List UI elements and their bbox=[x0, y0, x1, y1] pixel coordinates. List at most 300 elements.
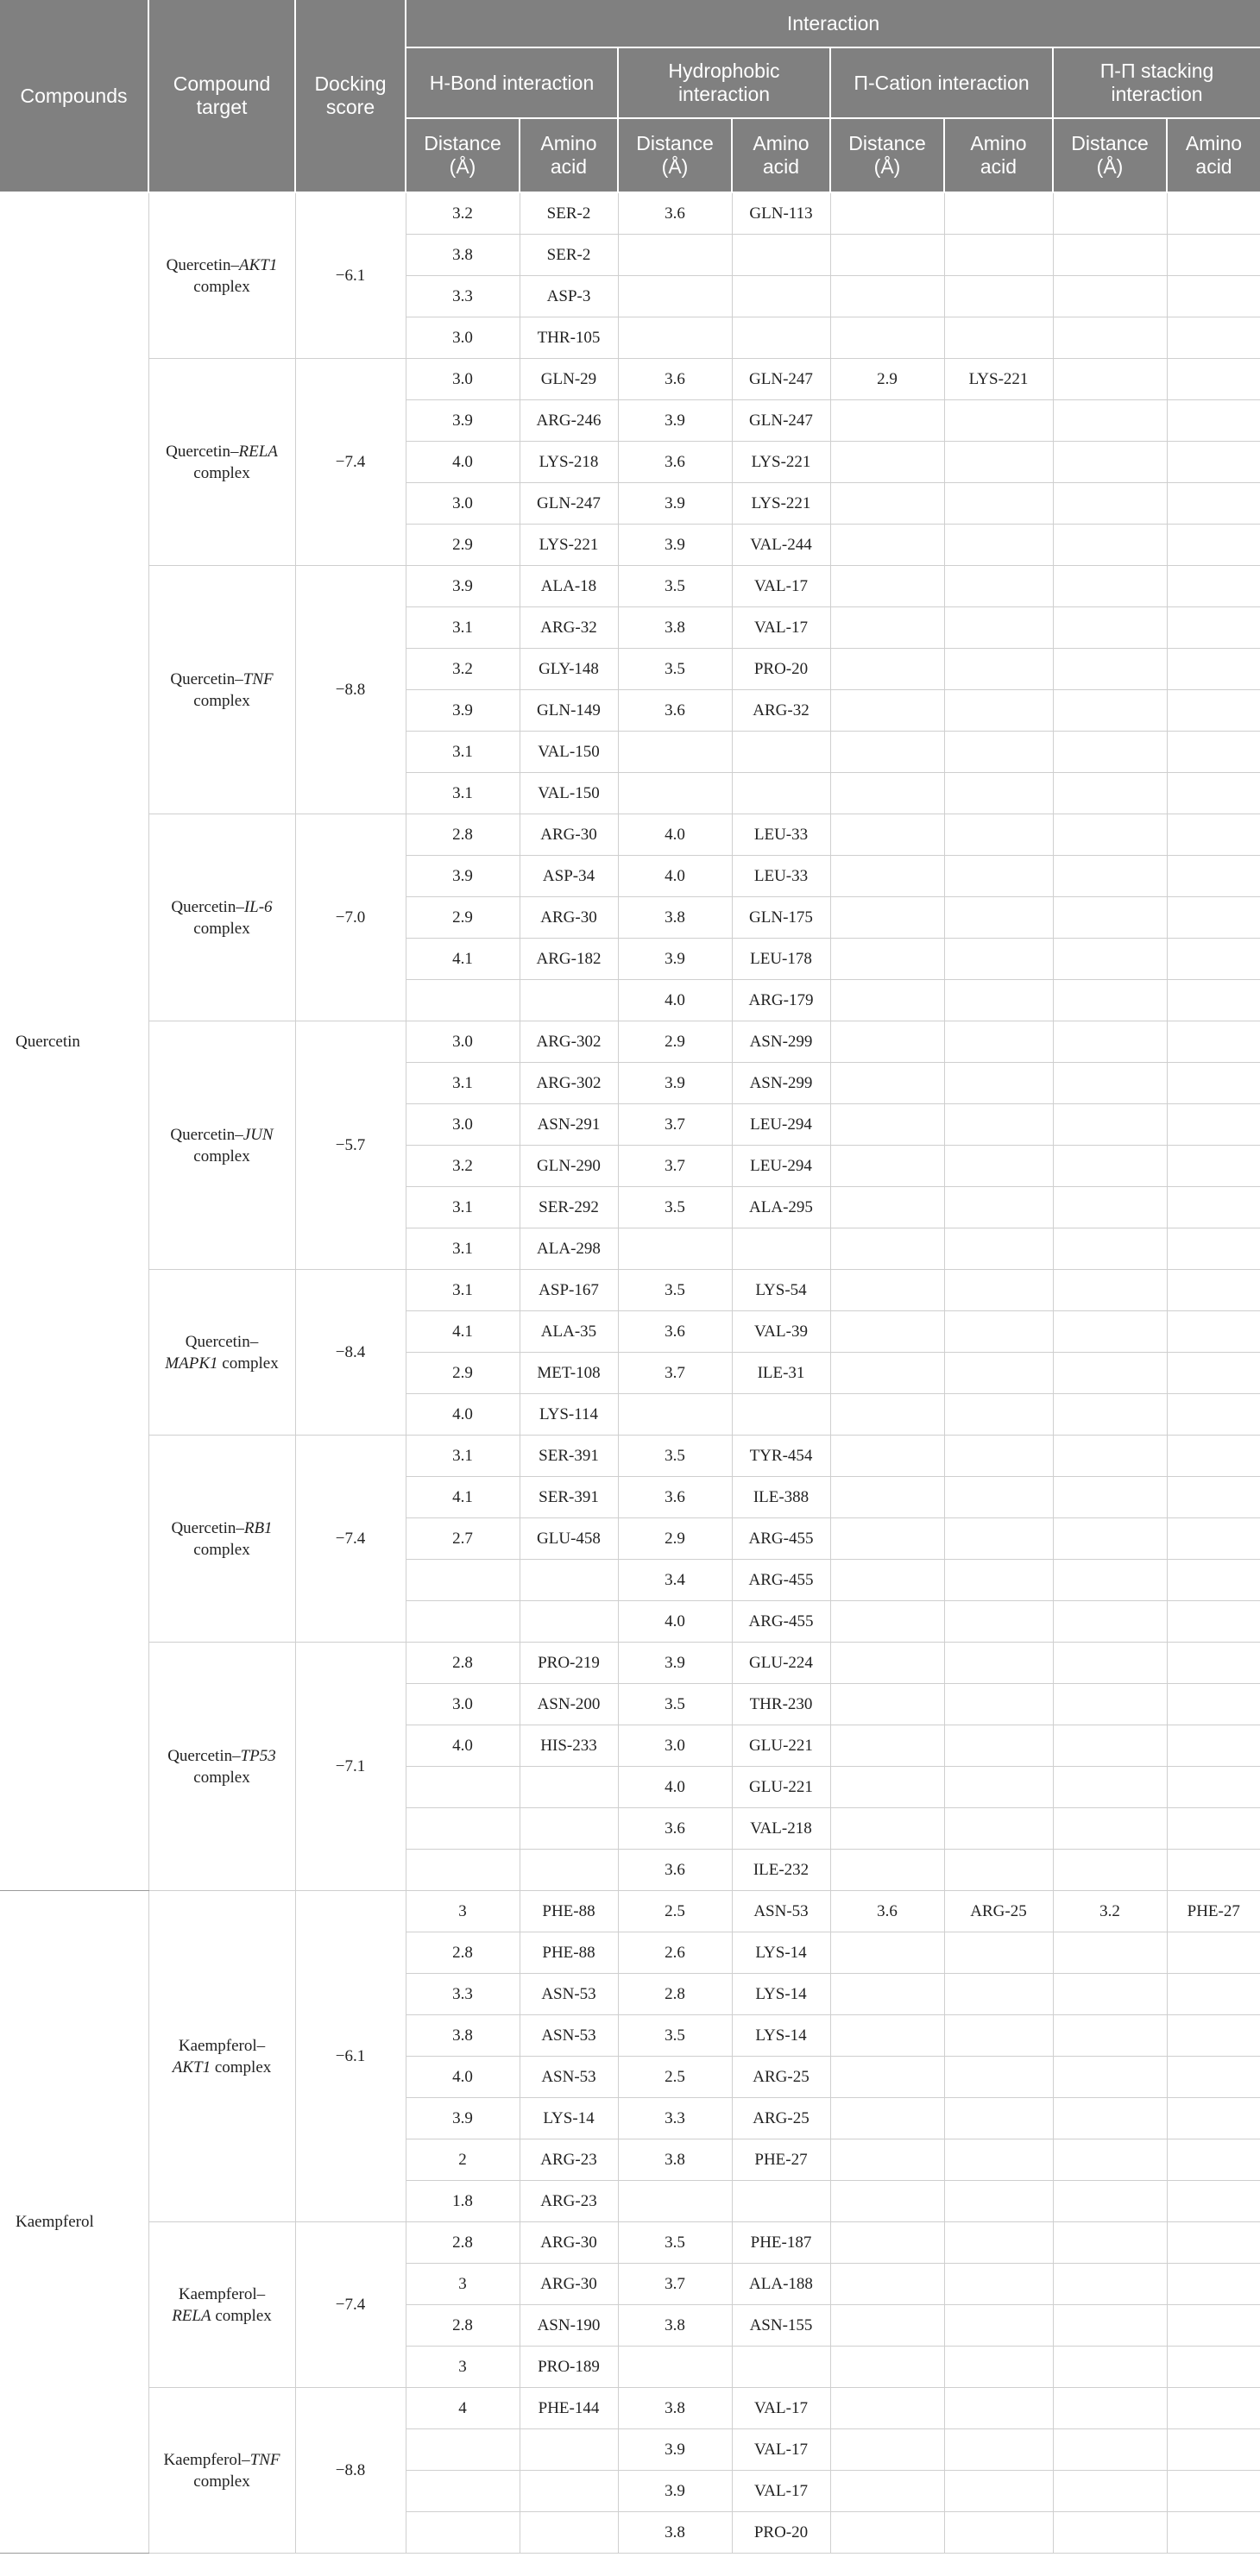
compound-target-cell bbox=[148, 2222, 295, 2388]
amino-acid-cell: ILE-388 bbox=[732, 1477, 830, 1518]
amino-acid-cell bbox=[944, 1436, 1053, 1477]
amino-acid-cell bbox=[1167, 1477, 1260, 1518]
amino-acid-cell bbox=[732, 732, 830, 773]
distance-cell bbox=[618, 317, 732, 359]
distance-cell bbox=[830, 2347, 944, 2388]
amino-acid-cell: SER-2 bbox=[520, 192, 618, 235]
amino-acid-cell: ASN-299 bbox=[732, 1063, 830, 1104]
compound-target-cell bbox=[148, 814, 295, 1021]
distance-cell: 3.9 bbox=[618, 483, 732, 525]
amino-acid-cell: ARG-30 bbox=[520, 897, 618, 939]
amino-acid-cell: ARG-30 bbox=[520, 814, 618, 856]
table-row bbox=[0, 192, 1260, 235]
compound-target-cell bbox=[148, 1436, 295, 1643]
compound-target-cell bbox=[148, 566, 295, 814]
amino-acid-cell bbox=[1167, 483, 1260, 525]
distance-cell: 3.2 bbox=[406, 1146, 520, 1187]
distance-cell bbox=[1053, 690, 1167, 732]
amino-acid-cell bbox=[1167, 814, 1260, 856]
target-suffix: complex bbox=[193, 463, 250, 482]
distance-cell bbox=[406, 1560, 520, 1601]
amino-acid-cell: VAL-17 bbox=[732, 566, 830, 607]
amino-acid-cell: VAL-150 bbox=[520, 773, 618, 814]
amino-acid-cell: VAL-17 bbox=[732, 2471, 830, 2512]
target-prefix: Quercetin– bbox=[185, 1332, 259, 1351]
amino-acid-cell: SER-2 bbox=[520, 235, 618, 276]
distance-cell bbox=[1053, 773, 1167, 814]
distance-cell bbox=[1053, 1560, 1167, 1601]
distance-cell bbox=[1053, 649, 1167, 690]
amino-acid-cell bbox=[1167, 1808, 1260, 1850]
amino-acid-cell bbox=[520, 2429, 618, 2471]
distance-cell: 3.7 bbox=[618, 1353, 732, 1394]
distance-cell: 4.0 bbox=[406, 2057, 520, 2098]
amino-acid-cell bbox=[1167, 649, 1260, 690]
header-distance: Distance (Å) bbox=[1053, 118, 1167, 192]
target-gene: TP53 bbox=[240, 1746, 276, 1765]
target-suffix: complex bbox=[211, 2058, 272, 2077]
target-suffix: complex bbox=[193, 691, 250, 710]
amino-acid-cell: ALA-35 bbox=[520, 1311, 618, 1353]
amino-acid-cell: ARG-32 bbox=[520, 607, 618, 649]
amino-acid-cell: ASN-53 bbox=[520, 2057, 618, 2098]
amino-acid-cell: ILE-232 bbox=[732, 1850, 830, 1891]
target-prefix: Quercetin– bbox=[171, 897, 244, 916]
amino-acid-cell bbox=[944, 483, 1053, 525]
distance-cell bbox=[1053, 897, 1167, 939]
amino-acid-cell bbox=[944, 2512, 1053, 2554]
amino-acid-cell bbox=[944, 400, 1053, 442]
target-prefix: Kaempferol– bbox=[178, 2284, 266, 2303]
amino-acid-cell bbox=[1167, 2512, 1260, 2554]
amino-acid-cell bbox=[1167, 2015, 1260, 2057]
distance-cell: 3.2 bbox=[1053, 1891, 1167, 1932]
amino-acid-cell: ASP-3 bbox=[520, 276, 618, 317]
distance-cell bbox=[830, 1767, 944, 1808]
distance-cell bbox=[1053, 1187, 1167, 1228]
amino-acid-cell: LYS-14 bbox=[732, 1974, 830, 2015]
distance-cell bbox=[830, 2015, 944, 2057]
distance-cell: 4.0 bbox=[618, 1601, 732, 1643]
amino-acid-cell: LYS-221 bbox=[520, 525, 618, 566]
amino-acid-cell bbox=[944, 814, 1053, 856]
distance-cell bbox=[1053, 1270, 1167, 1311]
amino-acid-cell: ASN-291 bbox=[520, 1104, 618, 1146]
distance-cell bbox=[830, 2512, 944, 2554]
amino-acid-cell: GLU-458 bbox=[520, 1518, 618, 1560]
amino-acid-cell: PHE-187 bbox=[732, 2222, 830, 2264]
distance-cell: 3.9 bbox=[618, 1063, 732, 1104]
amino-acid-cell bbox=[944, 2057, 1053, 2098]
distance-cell: 2.9 bbox=[406, 1353, 520, 1394]
amino-acid-cell: LYS-221 bbox=[732, 442, 830, 483]
distance-cell bbox=[1053, 939, 1167, 980]
amino-acid-cell bbox=[944, 897, 1053, 939]
distance-cell bbox=[830, 2139, 944, 2181]
amino-acid-cell bbox=[944, 2264, 1053, 2305]
distance-cell bbox=[1053, 1394, 1167, 1436]
amino-acid-cell bbox=[1167, 192, 1260, 235]
amino-acid-cell: ASP-34 bbox=[520, 856, 618, 897]
amino-acid-cell bbox=[944, 607, 1053, 649]
amino-acid-cell: ASN-155 bbox=[732, 2305, 830, 2347]
distance-cell bbox=[618, 1394, 732, 1436]
header-interaction: Interaction bbox=[406, 0, 1260, 47]
amino-acid-cell: PRO-20 bbox=[732, 2512, 830, 2554]
distance-cell bbox=[830, 2222, 944, 2264]
distance-cell: 3.9 bbox=[618, 2471, 732, 2512]
distance-cell: 4.0 bbox=[406, 442, 520, 483]
amino-acid-cell bbox=[944, 1974, 1053, 2015]
distance-cell bbox=[830, 235, 944, 276]
header-pi-pi-stacking: Π-Π stacking interaction bbox=[1053, 47, 1260, 118]
amino-acid-cell bbox=[944, 2098, 1053, 2139]
distance-cell bbox=[1053, 566, 1167, 607]
amino-acid-cell: THR-105 bbox=[520, 317, 618, 359]
distance-cell bbox=[1053, 1228, 1167, 1270]
amino-acid-cell bbox=[1167, 1311, 1260, 1353]
distance-cell bbox=[830, 1974, 944, 2015]
distance-cell bbox=[1053, 1146, 1167, 1187]
distance-cell bbox=[830, 897, 944, 939]
distance-cell bbox=[406, 980, 520, 1021]
amino-acid-cell: PHE-144 bbox=[520, 2388, 618, 2429]
distance-cell bbox=[1053, 1684, 1167, 1725]
amino-acid-cell bbox=[520, 980, 618, 1021]
amino-acid-cell bbox=[944, 1146, 1053, 1187]
distance-cell bbox=[1053, 2512, 1167, 2554]
distance-cell: 3.6 bbox=[830, 1891, 944, 1932]
distance-cell bbox=[830, 1353, 944, 1394]
distance-cell: 3.6 bbox=[618, 359, 732, 400]
amino-acid-cell: GLN-247 bbox=[520, 483, 618, 525]
amino-acid-cell bbox=[944, 1353, 1053, 1394]
amino-acid-cell: LYS-114 bbox=[520, 1394, 618, 1436]
amino-acid-cell bbox=[944, 1767, 1053, 1808]
target-prefix: Quercetin– bbox=[166, 255, 240, 274]
distance-cell bbox=[1053, 1021, 1167, 1063]
header-docking-score: Docking score bbox=[295, 0, 406, 192]
amino-acid-cell bbox=[1167, 2098, 1260, 2139]
amino-acid-cell bbox=[732, 2181, 830, 2222]
target-gene: IL-6 bbox=[243, 897, 273, 916]
amino-acid-cell: LYS-14 bbox=[520, 2098, 618, 2139]
distance-cell bbox=[830, 732, 944, 773]
amino-acid-cell bbox=[1167, 2471, 1260, 2512]
distance-cell: 3.6 bbox=[618, 192, 732, 235]
amino-acid-cell bbox=[944, 1394, 1053, 1436]
target-gene: RB1 bbox=[243, 1518, 273, 1537]
amino-acid-cell bbox=[944, 2181, 1053, 2222]
amino-acid-cell bbox=[1167, 1394, 1260, 1436]
distance-cell: 2.8 bbox=[406, 2305, 520, 2347]
distance-cell bbox=[830, 442, 944, 483]
distance-cell bbox=[1053, 1643, 1167, 1684]
distance-cell bbox=[830, 276, 944, 317]
distance-cell: 3.5 bbox=[618, 1684, 732, 1725]
amino-acid-cell bbox=[1167, 1684, 1260, 1725]
amino-acid-cell bbox=[732, 773, 830, 814]
distance-cell bbox=[1053, 1767, 1167, 1808]
amino-acid-cell bbox=[1167, 235, 1260, 276]
docking-score-cell: −8.4 bbox=[295, 1270, 406, 1436]
amino-acid-cell: LEU-33 bbox=[732, 814, 830, 856]
distance-cell bbox=[1053, 856, 1167, 897]
distance-cell: 3.3 bbox=[406, 1974, 520, 2015]
amino-acid-cell: GLU-224 bbox=[732, 1643, 830, 1684]
distance-cell: 3.0 bbox=[406, 359, 520, 400]
amino-acid-cell: ALA-298 bbox=[520, 1228, 618, 1270]
distance-cell: 3.2 bbox=[406, 649, 520, 690]
table-row bbox=[0, 566, 1260, 607]
distance-cell bbox=[1053, 980, 1167, 1021]
distance-cell: 3.5 bbox=[618, 2015, 732, 2057]
amino-acid-cell bbox=[944, 1063, 1053, 1104]
amino-acid-cell bbox=[1167, 980, 1260, 1021]
amino-acid-cell: ARG-302 bbox=[520, 1021, 618, 1063]
amino-acid-cell: PRO-219 bbox=[520, 1643, 618, 1684]
distance-cell: 3.6 bbox=[618, 1808, 732, 1850]
amino-acid-cell: TYR-454 bbox=[732, 1436, 830, 1477]
distance-cell: 3.8 bbox=[618, 2388, 732, 2429]
distance-cell bbox=[1053, 1063, 1167, 1104]
target-suffix: complex bbox=[193, 919, 250, 938]
amino-acid-cell: VAL-17 bbox=[732, 2388, 830, 2429]
amino-acid-cell bbox=[1167, 732, 1260, 773]
amino-acid-cell: ARG-25 bbox=[732, 2098, 830, 2139]
distance-cell: 2.8 bbox=[406, 1643, 520, 1684]
amino-acid-cell: VAL-17 bbox=[732, 2429, 830, 2471]
amino-acid-cell bbox=[1167, 1063, 1260, 1104]
distance-cell: 2.5 bbox=[618, 1891, 732, 1932]
distance-cell bbox=[830, 939, 944, 980]
distance-cell bbox=[1053, 359, 1167, 400]
distance-cell bbox=[618, 2347, 732, 2388]
amino-acid-cell: ARG-32 bbox=[732, 690, 830, 732]
distance-cell bbox=[1053, 2181, 1167, 2222]
amino-acid-cell bbox=[1167, 359, 1260, 400]
distance-cell: 3 bbox=[406, 2347, 520, 2388]
distance-cell: 3.6 bbox=[618, 442, 732, 483]
distance-cell: 3.8 bbox=[406, 2015, 520, 2057]
header-hbond: H-Bond interaction bbox=[406, 47, 618, 118]
distance-cell bbox=[830, 607, 944, 649]
distance-cell: 3.9 bbox=[406, 2098, 520, 2139]
amino-acid-cell: LYS-221 bbox=[944, 359, 1053, 400]
distance-cell: 2.8 bbox=[406, 2222, 520, 2264]
distance-cell bbox=[1053, 2015, 1167, 2057]
distance-cell bbox=[830, 2264, 944, 2305]
distance-cell bbox=[1053, 317, 1167, 359]
distance-cell bbox=[830, 2181, 944, 2222]
amino-acid-cell bbox=[1167, 2057, 1260, 2098]
amino-acid-cell bbox=[944, 317, 1053, 359]
amino-acid-cell: ASN-190 bbox=[520, 2305, 618, 2347]
amino-acid-cell bbox=[1167, 2347, 1260, 2388]
distance-cell bbox=[830, 1187, 944, 1228]
amino-acid-cell: LYS-14 bbox=[732, 1932, 830, 1974]
amino-acid-cell: GLY-148 bbox=[520, 649, 618, 690]
target-prefix: Quercetin– bbox=[171, 1518, 244, 1537]
distance-cell: 3.1 bbox=[406, 607, 520, 649]
distance-cell bbox=[1053, 1850, 1167, 1891]
amino-acid-cell bbox=[1167, 1932, 1260, 1974]
distance-cell bbox=[1053, 442, 1167, 483]
distance-cell: 3.9 bbox=[618, 939, 732, 980]
amino-acid-cell: SER-391 bbox=[520, 1477, 618, 1518]
distance-cell bbox=[1053, 276, 1167, 317]
distance-cell: 3.8 bbox=[618, 897, 732, 939]
distance-cell bbox=[830, 1063, 944, 1104]
docking-score-cell: −8.8 bbox=[295, 2388, 406, 2554]
distance-cell: 2.9 bbox=[618, 1518, 732, 1560]
amino-acid-cell bbox=[520, 2512, 618, 2554]
compound-name-cell: Quercetin bbox=[0, 192, 148, 1891]
amino-acid-cell bbox=[944, 442, 1053, 483]
distance-cell: 3.0 bbox=[618, 1725, 732, 1767]
amino-acid-cell: ARG-455 bbox=[732, 1518, 830, 1560]
amino-acid-cell: ARG-25 bbox=[944, 1891, 1053, 1932]
table-row bbox=[0, 359, 1260, 400]
amino-acid-cell: MET-108 bbox=[520, 1353, 618, 1394]
amino-acid-cell bbox=[732, 2347, 830, 2388]
table-row bbox=[0, 1270, 1260, 1311]
amino-acid-cell: PHE-27 bbox=[732, 2139, 830, 2181]
distance-cell bbox=[1053, 400, 1167, 442]
amino-acid-cell bbox=[944, 1684, 1053, 1725]
amino-acid-cell bbox=[1167, 1187, 1260, 1228]
amino-acid-cell bbox=[1167, 897, 1260, 939]
distance-cell: 4.1 bbox=[406, 1477, 520, 1518]
amino-acid-cell: ASN-53 bbox=[520, 1974, 618, 2015]
amino-acid-cell bbox=[944, 2222, 1053, 2264]
target-gene: JUN bbox=[243, 1125, 274, 1144]
distance-cell: 3.8 bbox=[406, 235, 520, 276]
table-body bbox=[0, 192, 1260, 2554]
amino-acid-cell bbox=[944, 649, 1053, 690]
amino-acid-cell: VAL-150 bbox=[520, 732, 618, 773]
distance-cell bbox=[830, 1725, 944, 1767]
amino-acid-cell bbox=[520, 1560, 618, 1601]
table-row bbox=[0, 2222, 1260, 2264]
distance-cell: 3.8 bbox=[618, 607, 732, 649]
distance-cell: 2.7 bbox=[406, 1518, 520, 1560]
distance-cell bbox=[406, 2471, 520, 2512]
amino-acid-cell: LEU-294 bbox=[732, 1146, 830, 1187]
amino-acid-cell: LYS-221 bbox=[732, 483, 830, 525]
distance-cell: 1.8 bbox=[406, 2181, 520, 2222]
distance-cell: 4 bbox=[406, 2388, 520, 2429]
distance-cell bbox=[406, 1808, 520, 1850]
amino-acid-cell bbox=[1167, 1725, 1260, 1767]
amino-acid-cell: ILE-31 bbox=[732, 1353, 830, 1394]
distance-cell bbox=[1053, 1601, 1167, 1643]
docking-score-cell: −6.1 bbox=[295, 192, 406, 359]
amino-acid-cell bbox=[1167, 317, 1260, 359]
distance-cell bbox=[830, 1228, 944, 1270]
distance-cell: 2.6 bbox=[618, 1932, 732, 1974]
amino-acid-cell bbox=[732, 1228, 830, 1270]
amino-acid-cell bbox=[1167, 566, 1260, 607]
compound-name-cell: Kaempferol bbox=[0, 1891, 148, 2554]
table-row bbox=[0, 814, 1260, 856]
header-hydrophobic: Hydrophobic interaction bbox=[618, 47, 830, 118]
docking-score-cell: −7.4 bbox=[295, 359, 406, 566]
distance-cell bbox=[830, 1477, 944, 1518]
amino-acid-cell: ARG-23 bbox=[520, 2181, 618, 2222]
amino-acid-cell: ARG-246 bbox=[520, 400, 618, 442]
amino-acid-cell: ARG-182 bbox=[520, 939, 618, 980]
target-prefix: Quercetin– bbox=[167, 1746, 241, 1765]
amino-acid-cell: VAL-39 bbox=[732, 1311, 830, 1353]
header-distance: Distance (Å) bbox=[406, 118, 520, 192]
target-gene: MAPK1 bbox=[165, 1354, 218, 1373]
distance-cell bbox=[406, 1767, 520, 1808]
distance-cell: 3.6 bbox=[618, 1850, 732, 1891]
amino-acid-cell: PHE-88 bbox=[520, 1891, 618, 1932]
amino-acid-cell bbox=[944, 1104, 1053, 1146]
header-amino-acid: Amino acid bbox=[1167, 118, 1260, 192]
amino-acid-cell: PRO-189 bbox=[520, 2347, 618, 2388]
target-suffix: complex bbox=[193, 1540, 250, 1559]
table-row bbox=[0, 2388, 1260, 2429]
amino-acid-cell bbox=[944, 1725, 1053, 1767]
target-suffix: complex bbox=[193, 2472, 250, 2491]
distance-cell: 3.5 bbox=[618, 649, 732, 690]
amino-acid-cell: SER-292 bbox=[520, 1187, 618, 1228]
amino-acid-cell bbox=[944, 1932, 1053, 1974]
distance-cell bbox=[1053, 732, 1167, 773]
docking-score-cell: −8.8 bbox=[295, 566, 406, 814]
distance-cell: 3.1 bbox=[406, 1187, 520, 1228]
amino-acid-cell bbox=[732, 276, 830, 317]
distance-cell bbox=[1053, 2305, 1167, 2347]
amino-acid-cell bbox=[520, 1601, 618, 1643]
amino-acid-cell bbox=[944, 276, 1053, 317]
distance-cell: 3.8 bbox=[618, 2305, 732, 2347]
amino-acid-cell bbox=[1167, 773, 1260, 814]
amino-acid-cell: ARG-179 bbox=[732, 980, 830, 1021]
amino-acid-cell bbox=[1167, 2222, 1260, 2264]
amino-acid-cell bbox=[1167, 1104, 1260, 1146]
amino-acid-cell bbox=[1167, 1518, 1260, 1560]
amino-acid-cell: ARG-455 bbox=[732, 1560, 830, 1601]
amino-acid-cell bbox=[1167, 1146, 1260, 1187]
distance-cell bbox=[1053, 1974, 1167, 2015]
amino-acid-cell bbox=[1167, 2305, 1260, 2347]
distance-cell: 3.9 bbox=[406, 856, 520, 897]
docking-score-cell: −7.1 bbox=[295, 1643, 406, 1891]
distance-cell: 3.4 bbox=[618, 1560, 732, 1601]
distance-cell: 4.0 bbox=[406, 1394, 520, 1436]
distance-cell bbox=[830, 400, 944, 442]
amino-acid-cell bbox=[944, 856, 1053, 897]
header-distance: Distance (Å) bbox=[830, 118, 944, 192]
amino-acid-cell bbox=[1167, 856, 1260, 897]
compound-target-cell bbox=[148, 1643, 295, 1891]
amino-acid-cell: LYS-54 bbox=[732, 1270, 830, 1311]
amino-acid-cell bbox=[1167, 2181, 1260, 2222]
target-prefix: Kaempferol– bbox=[163, 2450, 250, 2469]
distance-cell bbox=[1053, 2347, 1167, 2388]
distance-cell: 3.6 bbox=[618, 1477, 732, 1518]
amino-acid-cell: PHE-88 bbox=[520, 1932, 618, 1974]
docking-score-cell: −6.1 bbox=[295, 1891, 406, 2222]
compound-target-cell bbox=[148, 192, 295, 359]
amino-acid-cell: HIS-233 bbox=[520, 1725, 618, 1767]
amino-acid-cell: VAL-244 bbox=[732, 525, 830, 566]
distance-cell: 2.9 bbox=[830, 359, 944, 400]
